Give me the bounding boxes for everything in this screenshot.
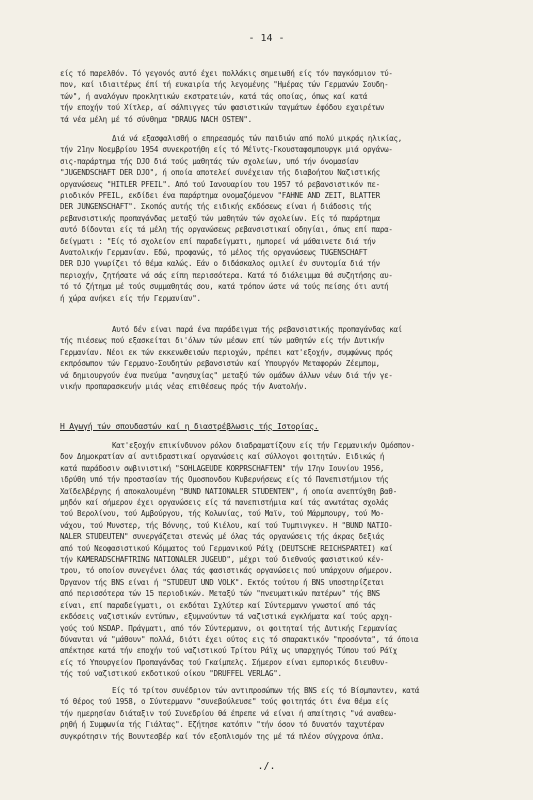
text-line: τήν ημερησίαν διάταξιν τού Συνεδρίου θά έπρεπε νά είναι ή απαίτησις "νά αναθεω- — [60, 708, 397, 718]
text-line: σις-παράρτημα τής DJO διά τούς μαθητάς τών σχολείων, υπό τήν όνομασίαν — [60, 156, 359, 166]
text-line: NALER STUDEUTEN" συνεργάζεται στενώς μέ όλας τάς οργανώσεις τής άκρας δεξιάς — [60, 532, 385, 542]
text-line: δον Δημοκρατίαν αί αντιδραστικαί οργανώσεις καί σύλλογοι φοιτητών. Ειδικώς ή — [60, 452, 385, 462]
paragraph-2 — [60, 133, 508, 304]
text-line: εκδόσεις ναζιστικών εντύπων, εξυμνούντων τά ναζιστικά εγκλήματα καί τούς αρχη- — [60, 612, 393, 622]
text-line: τά νέα μέλη μέ τό σύνθημα "DRAUG NACH OSTEN". — [60, 114, 252, 124]
text-line: Όργανον τής BNS είναι ή "STUDEUT UND VOLK". Εκτός τούτου ή BNS υποστηρίζεται — [60, 577, 385, 587]
text-line: από τού Νεοφασιστικού Κόμματος τού Γερμανικού Ράϊχ (DEUTSCHE REICHSPARTEI) καί — [60, 543, 393, 553]
text-line: τήν KAMERADSCHAFTRING NATIONALER JUGEUD", μέχρι τού διεθνούς φασιστικού κέν- — [60, 555, 385, 565]
text-line: DER JUNGENSCHAFT". Σκοπός αυτής τής ειδικής εκδόσεως είναι ή διάδοσις τής — [60, 202, 372, 212]
text-line: τής τού ναζιστικού εκδοτικού οίκου "DRUFFEL VERLAG". — [60, 669, 282, 679]
text-line: ιδρύθη υπό τήν προστασίαν τής Ομοσπονδου Κυβερνήσεως είς τό Πανεπιστήμιον τής — [60, 475, 389, 485]
text-line: από περισσότερα τών 15 περιοδικών. Μεταξύ τών "πνευματικών πατέρων" τής BNS — [60, 589, 380, 599]
text-line: τό θέρος τού 1958, ο Σύντερμανν "συνεβούλευσε" τούς φοιτητάς ότι ένα θέμα είς — [60, 697, 389, 707]
text-line: γούς τού NSDAP. Πράγματι, από τόν Σύντερμανν, οι φοιτηταί τής Δυτικής Γερμανίας — [60, 623, 397, 633]
text-line: αυτό δίδονται είς τά μέλη τής οργανώσεως ρεβανσιστικαί οδηγίαι, όπως επί παρα- — [60, 225, 393, 235]
text-line: Γερμανίαν. Νέοι εκ τών εκκενωθεισών περιοχών, πρέπει κατ'εξοχήν, συμφώνως πρός — [60, 347, 393, 357]
paragraph-4 — [60, 440, 508, 680]
text-line: κατά παράδοσιν σωβινιστική "SOHLAGEUDE KORPRSCHAFTEN" τήν 17ην Ιουνίου 1956, — [60, 463, 385, 473]
text-line: ριοδικόν PFEIL, εκδίδει ένα παράρτημα ονομαζόμενον "FAHNE AND ZEIT, BLATTER — [60, 191, 380, 201]
text-line: είναι, επί παραδείγματι, οι εκδόται Σχλύτερ καί Σύντερμανν γνωστοί από τάς — [60, 600, 376, 610]
text-line: τής πιέσεως πού εξασκείται δι'όλων τών μέσων επί τών μαθητών είς τήν Δυτικήν — [60, 336, 385, 346]
text-line: τήν 21ην Νοεμβρίου 1954 συνεκροτήθη είς τό Μέϊντς-Γκουσταφσμπουργκ μιά οργάνω- — [60, 145, 393, 155]
text-line: νικήν προπαρασκευήν μιάς νέας επιθέσεως πρός τήν Ανατολήν. — [60, 382, 308, 392]
text-line: περιοχήν, ζητήσατε νά σάς είπη περισσότερα. Κατά τό διάλειμμα θά συζητήσης αυ- — [60, 270, 393, 280]
text-line: Είς τό τρίτον συνέδριον τών αντιπροσώπων τής BNS είς τό Βίσμπαντεν, κατά — [112, 686, 420, 695]
text-line: Αυτό δέν είναι παρά ένα παράδειγμα τής ρεβανσιστικής προπαγάνδας καί — [112, 325, 403, 334]
text-line: οργανώσεως "HITLER PFEIL". Από τού Ιανουαρίου του 1957 τό ρεβανσιστικόν πε- — [60, 179, 380, 189]
text-line: νά δημιουργούν ένα πνεύμα "ανησυχίας" μεταξύ τών ομάδων άλλων νέων διά τήν γε- — [60, 370, 393, 380]
text-line: Ανατολικήν Γερμανίαν. Εδώ, προφανώς, τό μέλος τής οργανώσεως TUGENSCHAFT — [60, 248, 368, 258]
text-line: μηδόν καί σήμερον έχει οργανώσεις είς τά πανεπιστήμια καί τάς ανωτάτας σχολάς — [60, 498, 389, 508]
text-line: πον, καί ιδιαιτέρως έπί τή ευκαιρία τής λεγομένης "Ημέρας τών Γερμανών Σουδη- — [60, 80, 389, 90]
text-line: τό τό ζήτημα μέ τούς συμμαθητάς σου, κατά τρόπον ώστε νά τούς πείσης ότι αυτή — [60, 282, 389, 292]
paragraph-1 — [60, 68, 508, 125]
text-line: DER DJO γνωρίζει τό θέμα καλώς. Εάν ο διδάσκαλος ομιλεί έν συντομία διά τήν — [60, 259, 380, 269]
text-line: εκπρόσωπον τών Γερμανο-Σουδητών ρεβανσιστών καί Υπουργόν Μεταφορών Ζέεμπομ, — [60, 359, 380, 369]
paragraph-5 — [60, 685, 508, 742]
text-line: τρου, τό οποίον συνεγένει όλας τάς φασιστικάς οργανώσεις πού υπάρχουν σήμερον. — [60, 566, 393, 576]
text-line: ρεβανσιστικής προπαγάνδας μεταξύ τών μαθητών τών σχολείων. Είς τό παράρτημα — [60, 213, 380, 223]
page-end-mark: ./. — [257, 761, 276, 772]
text-line: Χαϊδελβέργης ή αποκαλουμένη "BUND NATIONALER STUDENTEN", ή οποία ανεπτύχθη βαθ- — [60, 486, 397, 496]
text-line: τών", ή αναλόγων προκλητικών εκστρατειών, κατά τάς οποίας, όπως καί κατά — [60, 91, 368, 101]
text-line: δείγματι : "Είς τό σχολείον επί παραδείγματι, ημπορεί νά μάθαινετε διά τήν — [60, 236, 376, 246]
text-line: νάχου, τού Μυνστερ, τής Βόννης, τού Κιέλου, καί τού Τυμπινγκεν. Η "BUND NATIO- — [60, 520, 393, 530]
text-line: Κατ'εξοχήν επικίνδυνον ρόλον διαδραματίζουν είς τήν Γερμανικήν Ομόσπον- — [112, 441, 415, 450]
text-line: τήν εποχήν τού Χίτλερ, αί σάλπιγγες τών φασιστικών ταγμάτων έφόδου εχαιρέτων — [60, 103, 385, 113]
text-line: Διά νά εξασφαλισθή ο επηρεασμός τών παιδιών από πολύ μικράς ηλικίας, — [112, 134, 403, 143]
text-line: "JUGENDSCHAFT DER DJO", ή οποία αποτελεί συνέχειαν τής διαβοήτου Ναζιστικής — [60, 168, 380, 178]
section-heading: Η Αγωγή τών σπουδαστών καί η διαστρέβλωσις τής Ιστορίας. — [60, 422, 319, 431]
text-line: ρηθή ή Συμφωνία τής Γιάλτας". Εζήτησε κατόπιν "τήν όσον τό δυνατόν ταχυτέραν — [60, 720, 385, 730]
text-line: είς τό παρελθόν. Τό γεγονός αυτό έχει πολλάκις σημειωθή είς τόν παγκόσμιον τύ- — [60, 69, 393, 78]
text-line: είς τό Υπουργείον Προπαγάνδας τού Γκαίμπελς. Σήμερον είναι εμπορικός διευθυν- — [60, 657, 389, 667]
page-number: - 14 - — [248, 33, 285, 44]
text-line: τού Βερολίνου, τού Αμβούργου, τής Κολωνίας, τού Μαϊν, τού Μάρμπουργ, τού Μο- — [60, 509, 385, 519]
text-line: δύνανται νά "μάθουν" πολλά, διότι έχει ούτος εις τό σπαρακτικόν "προσόντα", τά όποια — [60, 634, 419, 644]
text-line: ή χώρα ανήκει είς τήν Γερμανίαν". — [60, 293, 201, 303]
text-line: συγκρότησιν τής Βουντεσβέρ καί τόν εξοπλισμόν της μέ τά πλέον σύγχρονα όπλα. — [60, 731, 385, 741]
paragraph-3 — [60, 324, 508, 392]
text-line: απέκτησε κατά τήν εποχήν τού ναζιστικού Τρίτου Ράϊχ ως υπαρχηγός Τύπου τού Ράϊχ — [60, 646, 397, 656]
